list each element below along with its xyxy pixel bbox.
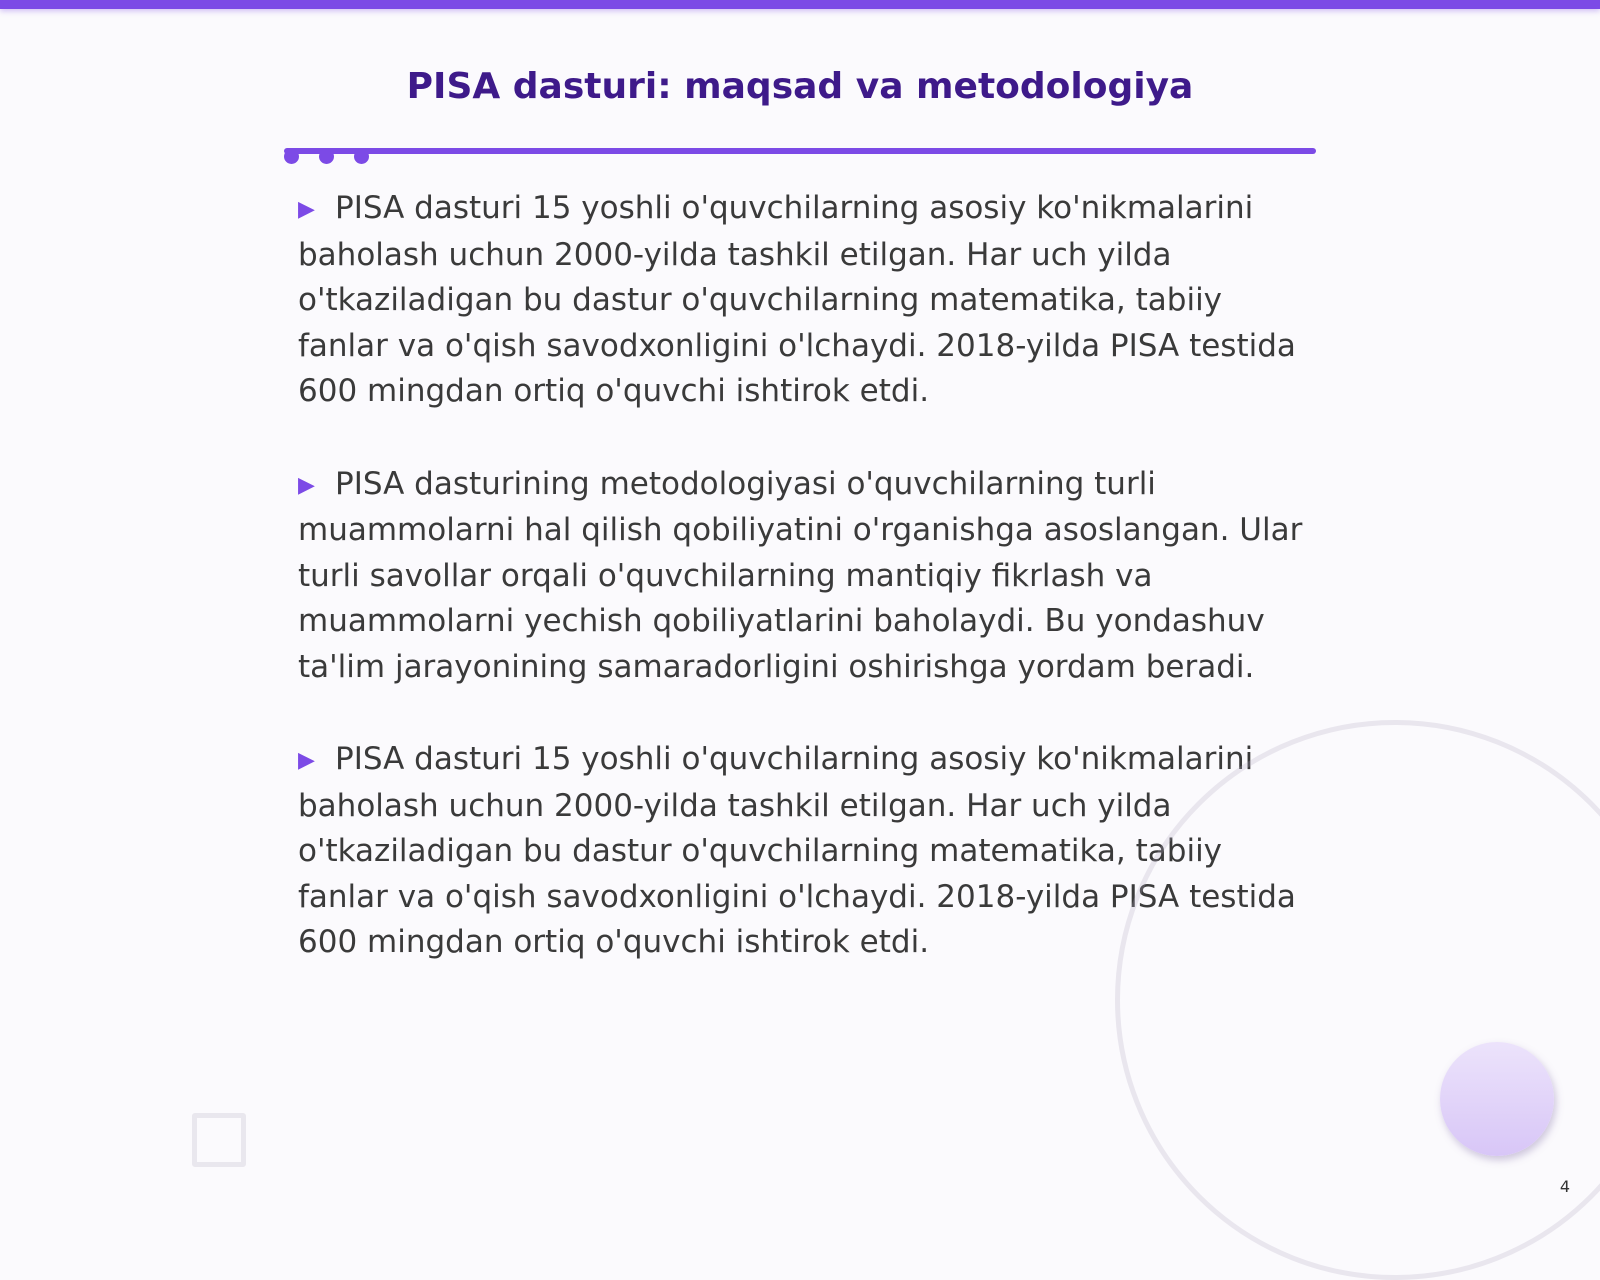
bullet-text: PISA dasturi 15 yoshli o'quvchilarning asosiy ko'nikmalarini baholash uchun 2000-yilda tashkil etilgan. Har uch yilda o'tkaziladigan bu dastur o'quvchilarning matematika, tabiiy fanlar va o'qish savodxonligini o'lchaydi. 2018-yilda PISA testida 600 mingdan ortiq o'quvchi ishtirok etdi.: [298, 190, 1296, 409]
underline-dot: [354, 149, 369, 164]
triangle-bullet-icon: ▶: [298, 748, 315, 773]
triangle-bullet-icon: ▶: [298, 472, 315, 498]
bullet-text: PISA dasturi 15 yoshli o'quvchilarning asosiy ko'nikmalarini baholash uchun 2000-yilda tashkil etilgan. Har uch yilda o'tkaziladigan bu dastur o'quvchilarning matematika, tabiiy fanlar va o'qish savodxonligini o'lchaydi. 2018-yilda PISA testida 600 mingdan ortiq o'quvchi ishtirok etdi.: [298, 741, 1296, 960]
slide-title: PISA dasturi: maqsad va metodologiya: [406, 66, 1194, 107]
triangle-bullet-icon: ▶: [298, 197, 315, 222]
top-accent-bar: [0, 0, 1600, 9]
bullet-text: PISA dasturining metodologiyasi o'quvchilarning turli muammolarni hal qilish qobiliyatini o'rganishga asoslangan. Ular turli savollar orqali o'quvchilarning mantiqiy fikrlash va muammolarni yechish qobiliyatlarini baholaydi. Bu yondashuv ta'lim jarayonining samaradorligini oshirishga yordam beradi.: [298, 465, 1303, 685]
underline-dot: [319, 149, 334, 164]
page-number: 4: [1559, 1177, 1570, 1196]
decorative-circle: [1440, 1042, 1554, 1156]
bullet-item: [298, 186, 1318, 415]
underline-dot: [284, 149, 299, 164]
bullet-item: [298, 462, 1318, 691]
title-underline: [284, 148, 1316, 154]
decorative-square: [192, 1113, 246, 1167]
